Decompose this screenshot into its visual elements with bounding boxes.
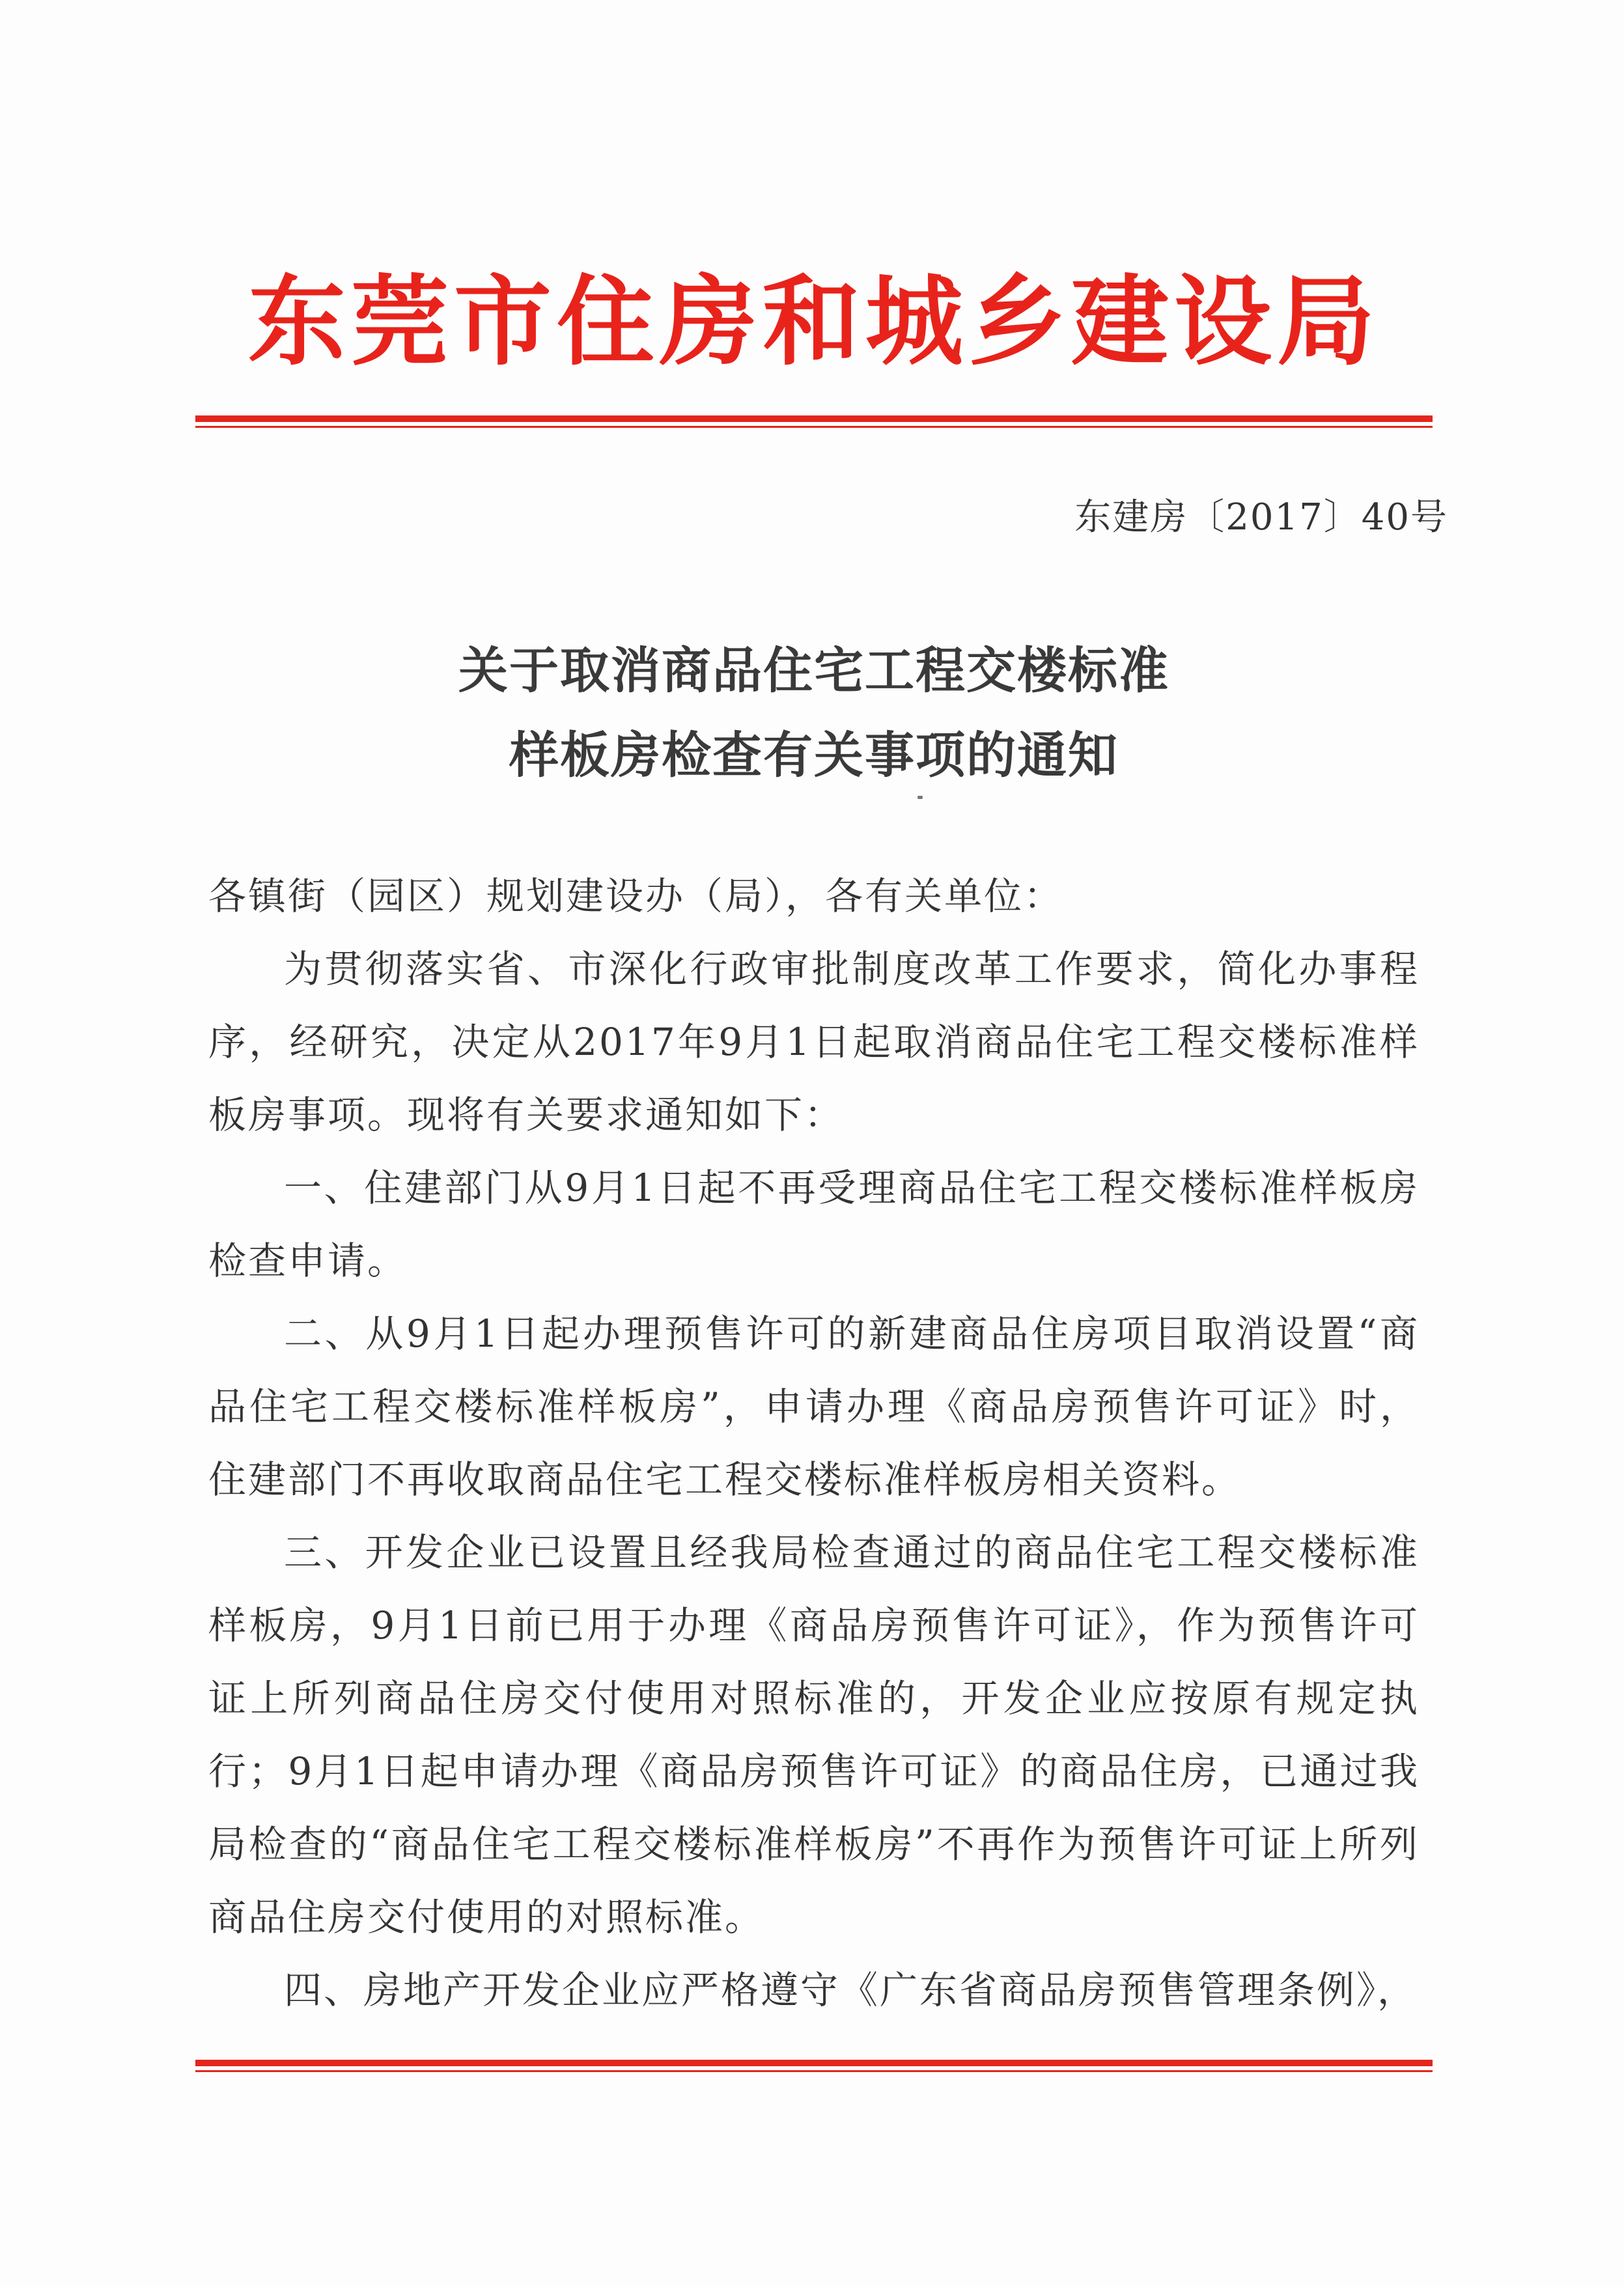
- agency-letterhead: 东莞市住房和城乡建设局: [247, 266, 1380, 379]
- body-paragraph: 四、房地产开发企业应严格遵守《广东省商品房预售管理条例》，: [284, 1968, 1418, 2012]
- divider-thick-line: [195, 415, 1433, 422]
- body-paragraph: 二、从9月1日起办理预售许可的新建商品住房项目取消设置“商品住宅工程交楼标准样板房”，申请办理《商品房预售许可证》时，住建部门不再收取商品住宅工程交楼标准样板房相关资料。: [208, 1312, 1420, 1502]
- document-title-line: 关于取消商品住宅工程交楼标准: [458, 641, 1169, 699]
- document-title: [195, 628, 1433, 798]
- scan-speck: [917, 796, 923, 799]
- letterhead-divider: [195, 415, 1433, 428]
- divider-thin-line: [195, 426, 1433, 428]
- document-number: 东建房〔2017〕40号: [1074, 496, 1448, 539]
- body-paragraph: 三、开发企业已设置且经我局检查通过的商品住宅工程交楼标准样板房，9月1日前已用于办理《商品房预售许可证》，作为预售许可证上所列商品住房交付使用对照标准的，开发企业应按原有规定执行；9月1日起申请办理《商品房预售许可证》的商品住房，已通过我局检查的“商品住宅工程交楼标准样板房”不再作为预售许可证上所列商品住房交付使用的对照标准。: [208, 1530, 1420, 1939]
- body-paragraph: 一、住建部门从9月1日起不再受理商品住宅工程交楼标准样板房检查申请。: [208, 1166, 1420, 1283]
- footer-divider: [195, 2060, 1433, 2072]
- document-body: [208, 860, 1420, 2027]
- salutation: 各镇街（园区）规划建设办（局），各有关单位：: [208, 874, 1064, 918]
- divider-thick-line: [195, 2060, 1433, 2066]
- divider-thin-line: [195, 2070, 1433, 2072]
- body-paragraph: 为贯彻落实省、市深化行政审批制度改革工作要求，简化办事程序，经研究，决定从2017年9月1日起取消商品住宅工程交楼标准样板房事项。现将有关要求通知如下：: [208, 947, 1420, 1137]
- document-title-line: 样板房检查有关事项的通知: [509, 726, 1119, 784]
